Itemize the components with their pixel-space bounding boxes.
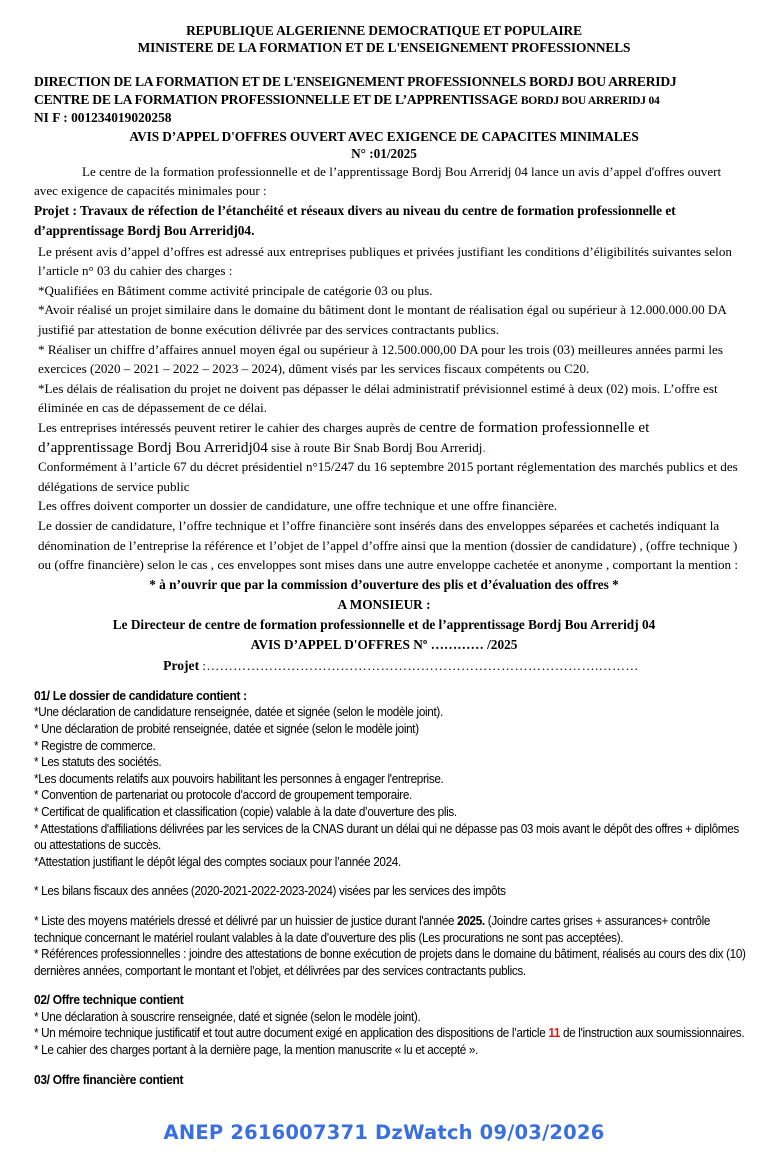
requirements-sections [0,688,768,1088]
retrait-prefix: Les entreprises intéressés peuvent retirer le cahier des charges auprès de [38,420,420,436]
avis-reference-line: AVIS D’APPEL D'OFFRES Nº ………… /2025 [250,636,518,652]
centre-line-main: CENTRE DE LA FORMATION PROFESSIONNELLE ET DE L’APPRENTISSAGE [34,91,518,107]
section-03-title: 03/ Offre financière contient [34,1071,184,1087]
direction-block [0,73,768,127]
section-02-item2-prefix: * Un mémoire technique justificatif et tout autre document exigé en application des dispositions de l’article [34,1026,549,1041]
section-01-bilans: * Les bilans fiscaux des années (2020-2021-2022-2023-2024) visées par les services des impôts [34,884,506,899]
section-01-item: * Les statuts des sociétés. [34,755,162,770]
projet-blank-label: Projet [163,657,200,673]
direction-line: DIRECTION DE LA FORMATION ET DE L'ENSEIGNEMENT PROFESSIONNELS BORDJ BOU ARRERIDJ [34,74,677,89]
condition-item: *Les délais de réalisation du projet ne doivent pas dépasser le délai administratif prévisionnel estimé à deux (02) mois. L’offre est éliminée en cas de dépassement de ce délai. [38,380,718,416]
condition-item: * Réaliser un chiffre d’affaires annuel moyen égal ou supérieur à 12.500.000,00 DA pour les trois (03) meilleures années parmi les exercices (2020 – 2021 – 2022 – 2023 – 2024), dûment visés par les services fiscaux compétents ou C20. [38,341,723,377]
liste-moyens-suffix: (Joindre cartes grises + assurances+ contrôle technique concernant le matériel roulant valables à la date d’ouverture des plis (Les procurations ne sont pas acceptées). [34,913,711,945]
notice-number: N° :01/2025 [351,145,417,161]
section-01-item: *Une déclaration de candidature renseignée, datée et signée (selon le modèle joint). [34,705,443,720]
section-01-item: * Une déclaration de probité renseignée, datée et signée (selon le modèle joint) [34,721,419,736]
section-01-item: *Attestation justifiant le dépôt légal des comptes sociaux pour l’année 2024. [34,854,401,869]
conformement-paragraph: Conformément à l’article 67 du décret présidentiel n°15/247 du 16 septembre 2015 portant réglementation des marchés publics et des délégations de service public [38,459,738,494]
section-01-item: * Convention de partenariat ou protocole d’accord de groupement temporaire. [34,788,412,803]
project-label: Projet : [34,202,77,218]
national-header [0,22,768,56]
centre-line-locality: BORDJ BOU ARRERIDJ 04 [520,93,660,107]
section-01-item: *Les documents relatifs aux pouvoirs habilitant les personnes à engager l'entreprise. [34,771,444,786]
liste-moyens-prefix: * Liste des moyens matériels dressé et délivré par un huissier de justice durant l'année [34,913,458,928]
section-02-item: * Le cahier des charges portant à la dernière page, la mention manuscrite « lu et accepté ». [34,1043,479,1058]
section-02-item [34,1025,746,1042]
project-text: Travaux de réfection de l’étanchéité et réseaux divers au niveau du centre de formation professionnelle et d’apprentissage Bordj Bou Arreridj04. [34,202,676,239]
article-number-highlight: 11 [548,1026,561,1041]
section-02-item: * Une déclaration à souscrire renseignée, daté et signée (selon le modèle joint). [34,1009,421,1024]
a-monsieur-line: A MONSIEUR : [337,596,431,612]
section-01-liste-moyens [34,913,746,946]
eligibility-intro: Le présent avis d’appel d’offres est adressé aux entreprises publiques et privées justifiant les conditions d’éligibilités suivantes selon l’article n° 03 du cahier des charges : [38,243,732,279]
projet-blank-line [0,655,768,676]
retrait-centre-name: centre de formation professionnelle et d’apprentissage Bordj Bou Arreridj04 [38,419,650,456]
section-02-item2-suffix: de l'instruction aux soumissionnaires. [560,1026,745,1041]
mention-ouverture: * à n’ouvrir que par la commission d’ouverture des plis et d’évaluation des offres * [149,576,619,592]
centre-line [34,91,750,110]
section-02-title: 02/ Offre technique contient [34,992,184,1008]
projet-blank-dots: :…………………………………………………………………………….……… [202,657,639,673]
section-01-title: 01/ Le dossier de candidature contient : [34,687,247,703]
intro-paragraph: Le centre de la formation professionnelle et de l’apprentissage Bordj Bou Arreridj 04 lance un avis d’appel d'offres ouvert avec exigence de capacités minimales pour : [34,163,722,199]
retrait-suffix: sise à route Bir Snab Bordj Bou Arreridj [267,439,483,455]
section-01-item: * Registre de commerce. [34,738,156,753]
condition-item: *Avoir réalisé un projet similaire dans le domaine du bâtiment dont le montant de réalisation égal ou supérieur à 12.000.000.00 DA justifié par attestation de bonne exécution délivrée par des services contractants publics. [38,302,727,338]
section-01-references: * Références professionnelles : joindre des attestations de bonne exécution de projets dans le domaine du bâtiment, réalisés au cours des dix (10) dernières années, comportant le montant et l’objet, et délivrées par des services contractants publics. [34,947,746,978]
condition-item: *Qualifiées en Bâtiment comme activité principale de catégorie 03 ou plus. [38,282,433,298]
retrait-trailing-dot: . [482,439,486,455]
document-page [0,22,768,1160]
offres-comportent-paragraph: Les offres doivent comporter un dossier de candidature, une offre technique et une offre financière. [38,498,558,514]
header-line-republique: REPUBLIQUE ALGERIENNE DEMOCRATIQUE ET POPULAIRE [186,23,582,38]
notice-title: AVIS D’APPEL D'OFFRES OUVERT AVEC EXIGENCE DE CAPACITES MINIMALES [129,128,639,144]
enveloppes-paragraph: Le dossier de candidature, l’offre technique et l’offre financière sont insérés dans des enveloppes séparées et cachetés indiquant la dénomination de l’entreprise la référence et l’objet de l’appel d’offre ainsi que la mention (dossier de candidature) , (offre technique ) ou (offre financière) selon le cas , ces enveloppes sont mises dans une autre enveloppe cachetée et anonyme , comportant la mention : [38,518,739,573]
section-01-item: * Attestations d'affiliations délivrées par les services de la CNAS durant un délai qui ne dépasse pas 03 mois avant le dépôt des offres + diplômes ou attestations de succès. [34,821,739,853]
directeur-line: Le Directeur de centre de formation professionnelle et de l’apprentissage Bordj Bou Arreridj 04 [112,616,656,632]
nif-line: NI F : 001234019020258 [34,110,172,125]
section-01-item: * Certificat de qualification et classification (copie) valable à la date d’ouverture des plis. [34,804,457,819]
anep-footer: ANEP 2616007371 DzWatch 09/03/2026 [163,1121,605,1144]
liste-moyens-year: 2025. [457,913,485,928]
header-line-ministere: MINISTERE DE LA FORMATION ET DE L'ENSEIGNEMENT PROFESSIONNELS [137,40,631,55]
project-paragraph [34,201,748,242]
notice-body [0,162,768,575]
retrait-paragraph [34,418,748,457]
